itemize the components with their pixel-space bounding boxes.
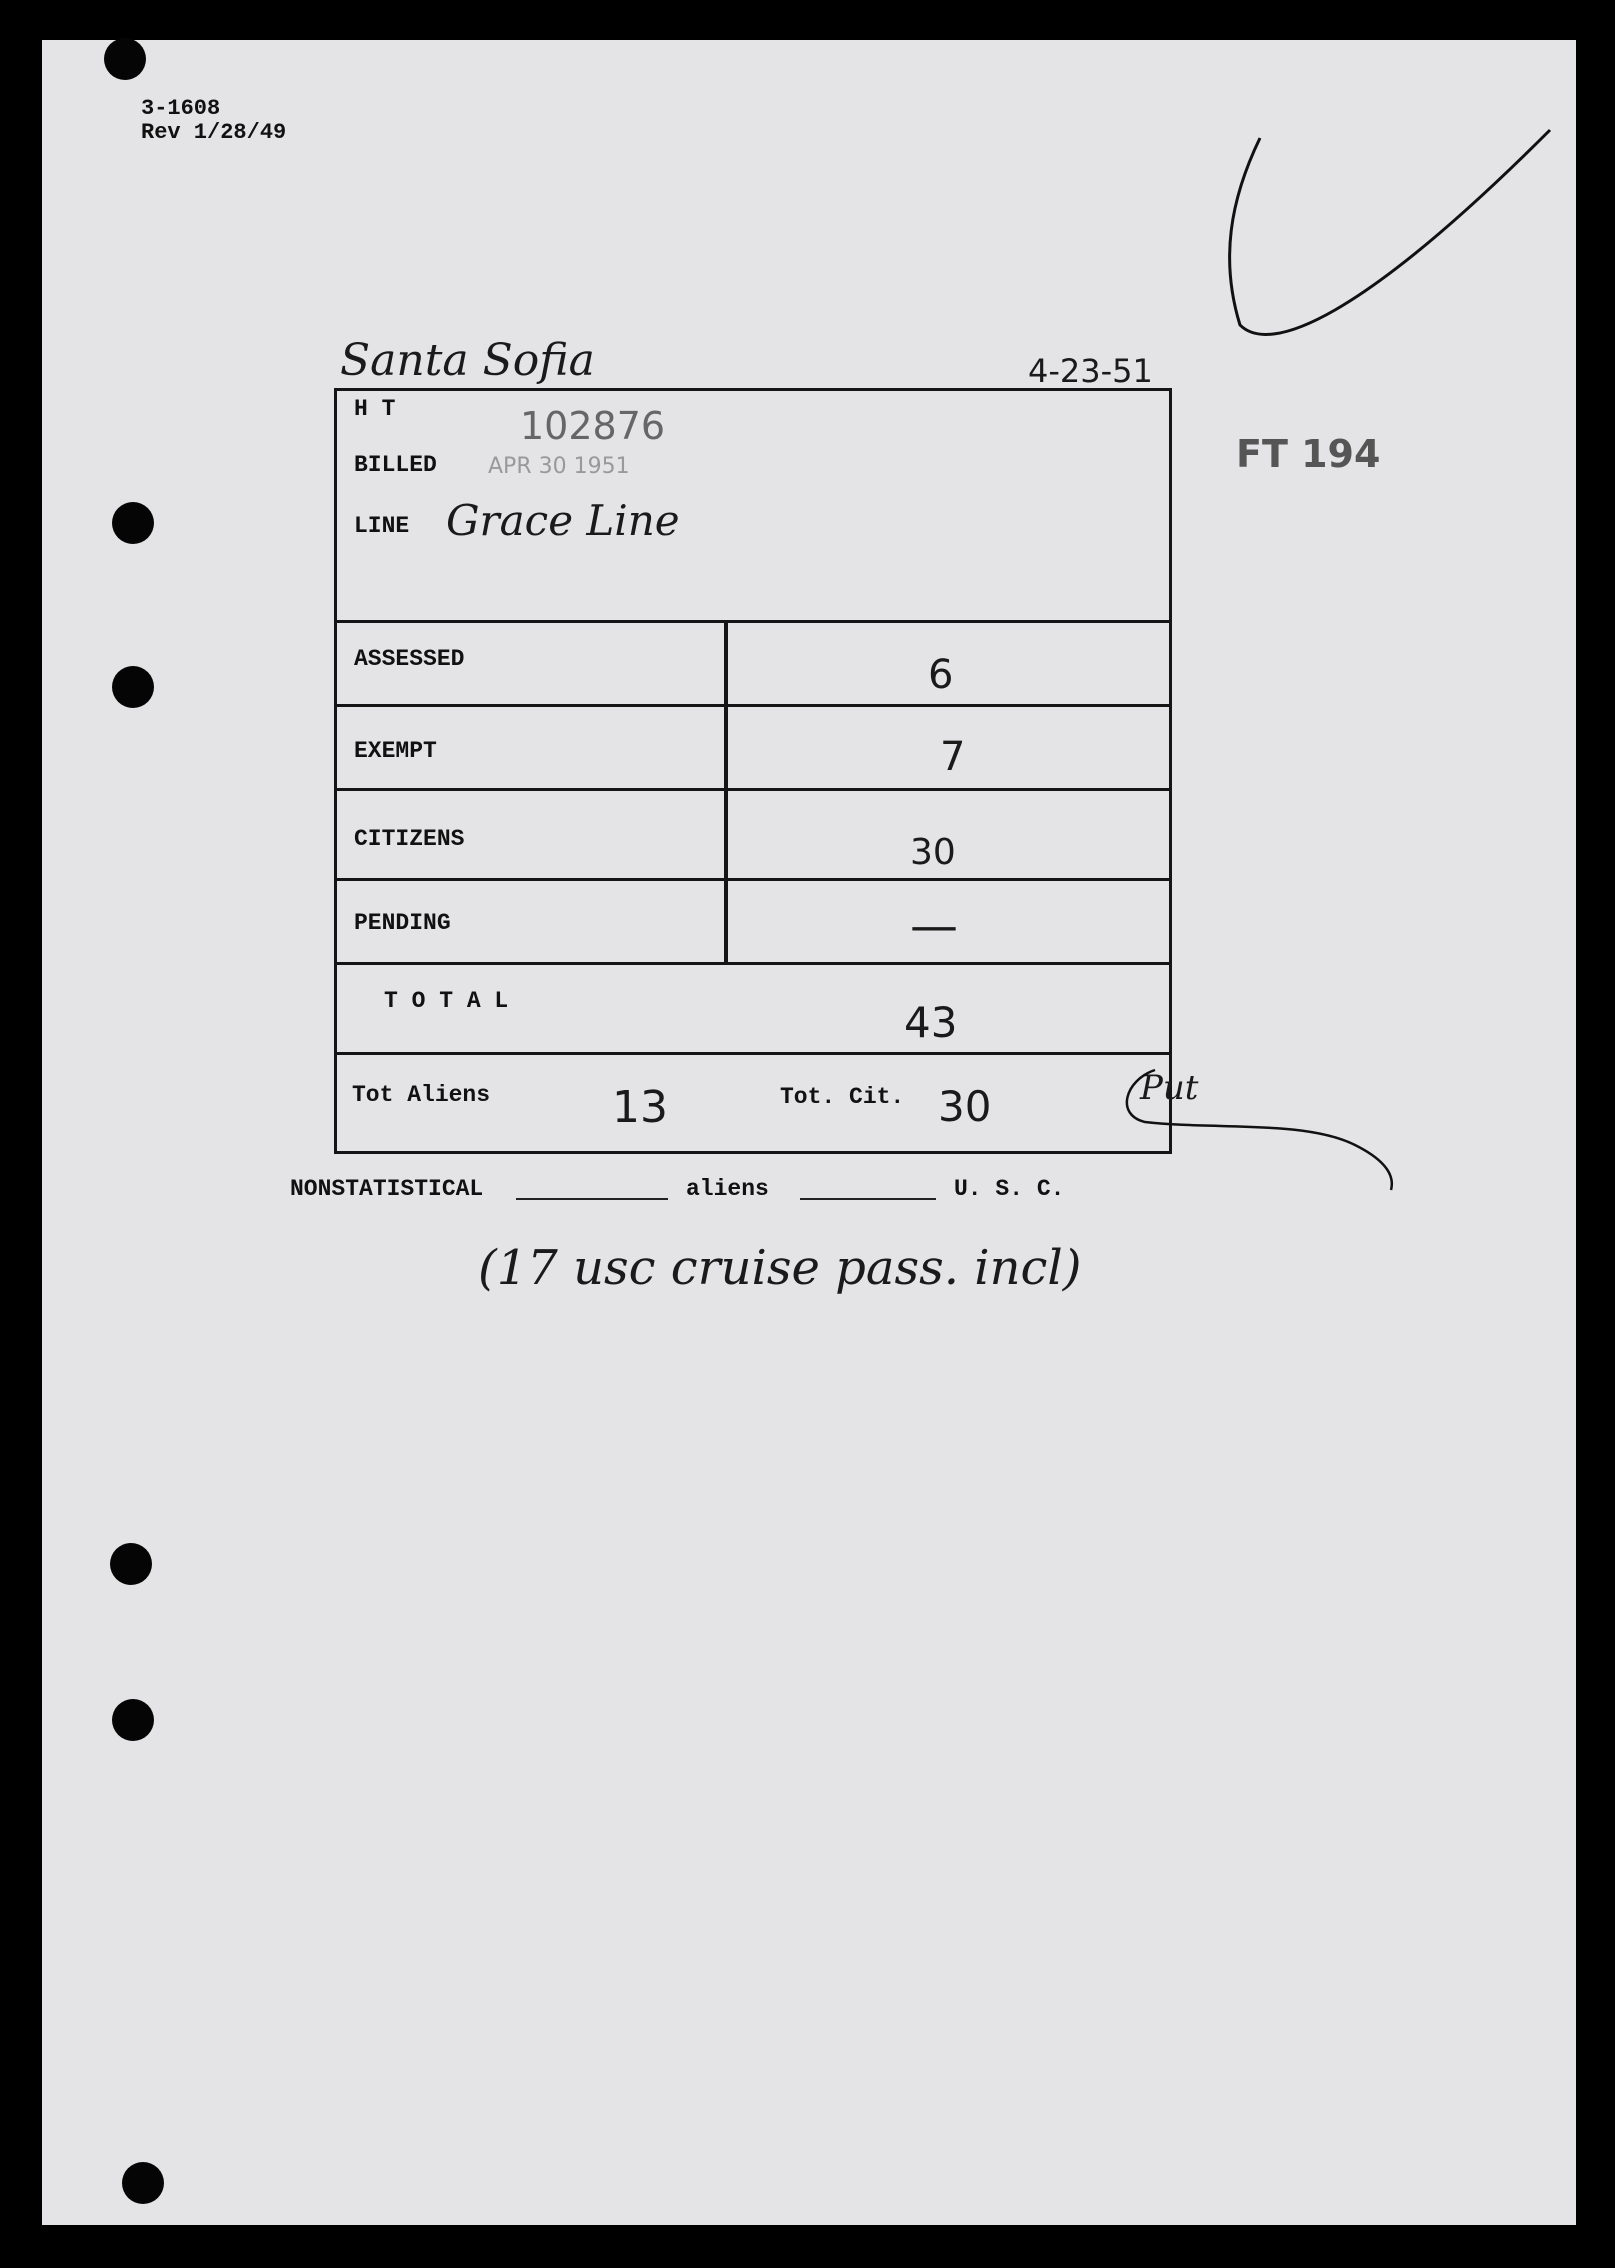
punch-hole	[112, 1699, 154, 1741]
check-mark-icon	[1210, 120, 1560, 360]
row-label-assessed: ASSESSED	[354, 646, 465, 672]
nonstat-usc-label: U. S. C.	[954, 1176, 1065, 1202]
row-value-pending: —	[910, 898, 958, 954]
initials: Put	[1140, 1068, 1199, 1108]
punch-hole	[110, 1543, 152, 1585]
punch-hole	[112, 502, 154, 544]
row-label-pending: PENDING	[354, 910, 451, 936]
ship-name: Santa Sofia	[340, 335, 595, 386]
nonstat-aliens-label: aliens	[686, 1176, 769, 1202]
tot-aliens-label: Tot Aliens	[352, 1082, 491, 1108]
punch-hole	[104, 38, 146, 80]
column-rule	[724, 620, 728, 962]
rule	[334, 962, 1172, 965]
row-value-citizens: 30	[910, 832, 956, 873]
form-revision: Rev 1/28/49	[141, 120, 287, 145]
side-stamp: FT 194	[1236, 432, 1381, 476]
rule	[334, 1052, 1172, 1055]
billed-stamp: APR 30 1951	[488, 454, 630, 479]
row-value-assessed: 6	[928, 652, 954, 698]
rule	[334, 878, 1172, 881]
punch-hole	[122, 2162, 164, 2204]
rule	[334, 620, 1172, 623]
ht-label: H T	[354, 396, 396, 422]
total-value: 43	[904, 998, 958, 1047]
line-label: LINE	[354, 513, 410, 539]
row-label-exempt: EXEMPT	[354, 738, 437, 764]
blank-line	[800, 1198, 936, 1200]
punch-hole	[112, 666, 154, 708]
line-value: Grace Line	[446, 496, 680, 545]
rule	[334, 788, 1172, 791]
nonstat-label: NONSTATISTICAL	[290, 1176, 484, 1202]
blank-line	[516, 1198, 668, 1200]
row-label-citizens: CITIZENS	[354, 826, 465, 852]
tot-cit-value: 30	[938, 1082, 992, 1131]
date: 4-23-51	[1028, 352, 1153, 390]
initials-flourish	[1105, 1050, 1405, 1200]
tot-aliens-value: 13	[612, 1082, 668, 1133]
handwritten-note: (17 usc cruise pass. incl)	[478, 1240, 1082, 1296]
ht-number: 102876	[520, 404, 666, 448]
total-label: T O T A L	[384, 988, 509, 1014]
tot-cit-label: Tot. Cit.	[780, 1084, 905, 1110]
form-number: 3-1608	[141, 96, 221, 121]
row-value-exempt: 7	[940, 734, 966, 780]
billed-label: BILLED	[354, 452, 437, 478]
rule	[334, 704, 1172, 707]
